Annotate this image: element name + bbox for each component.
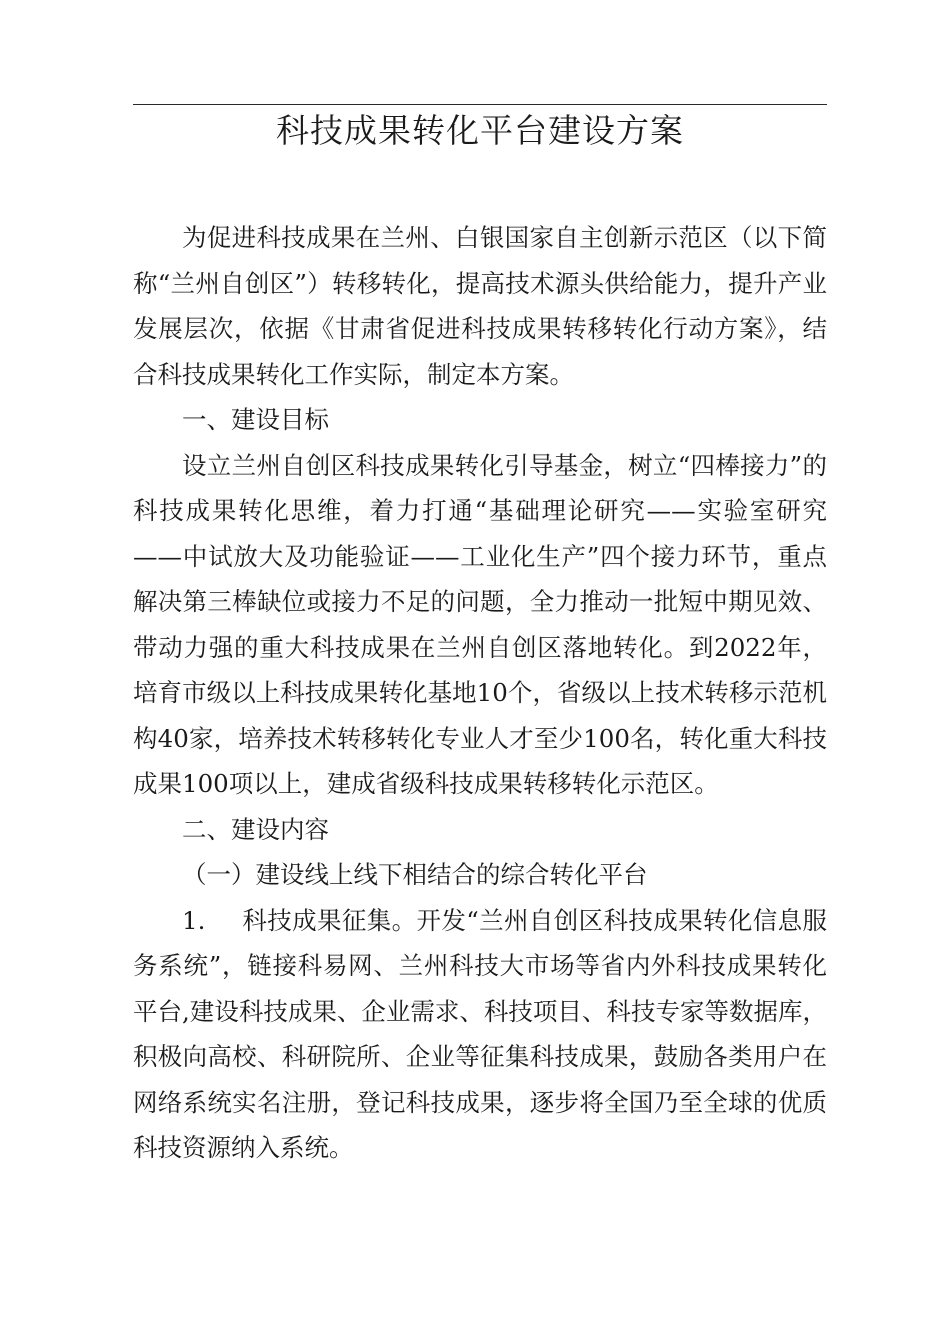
item-text: 科技成果征集。开发“兰州自创区科技成果转化信息服务系统”，链接科易网、兰州科技大市场等省内外科技成果转化平台,建设科技成果、企业需求、科技项目、科技专家等数据库，积极向高校、科研院所、企业等征集科技成果，鼓励各类用户在网络系统实名注册，登记科技成果，逐步将全国乃至全球的优质科技资源纳入系统。	[133, 905, 827, 1162]
document-body	[133, 215, 827, 1171]
intro-paragraph: 为促进科技成果在兰州、白银国家自主创新示范区（以下简称“兰州自创区”）转移转化，提高技术源头供给能力，提升产业发展层次，依据《甘肃省促进科技成果转移转化行动方案》，结合科技成果转化工作实际，制定本方案。	[133, 223, 827, 389]
header-rule	[133, 104, 827, 105]
section-heading-goals: 一、建设目标	[182, 405, 329, 434]
section-heading-content: 二、建设内容	[182, 814, 329, 844]
document-title: 科技成果转化平台建设方案	[276, 111, 684, 150]
item-paragraph	[133, 898, 827, 1171]
item-number: 1.	[182, 905, 206, 935]
subsection-heading-platform: （一）建设线上线下相结合的综合转化平台	[182, 860, 648, 889]
goals-paragraph: 设立兰州自创区科技成果转化引导基金，树立“四棒接力”的科技成果转化思维，着力打通“基础理论研究——实验室研究——中试放大及功能验证——工业化生产”四个接力环节，重点解决第三棒缺位或接力不足的问题，全力推动一批短中期见效、带动力强的重大科技成果在兰州自创区落地转化。到2022年，培育市级以上科技成果转化基地10个，省级以上技术转移示范机构40家，培养技术转移转化专业人才至少100名，转化重大科技成果100项以上，建成省级科技成果转移转化示范区。	[133, 450, 827, 798]
